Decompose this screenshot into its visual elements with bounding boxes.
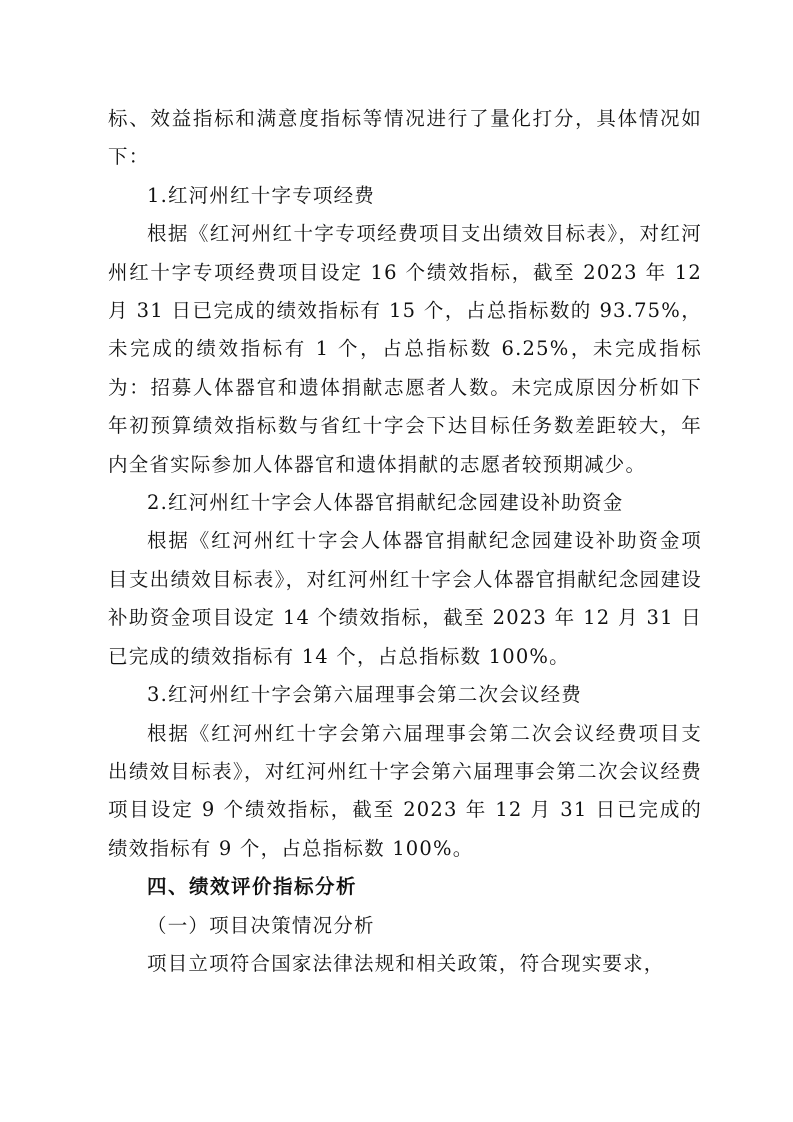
section-1-body: 根据《红河州红十字专项经费项目支出绩效目标表》，对红河州红十字专项经费项目设定 16 个绩效指标，截至 2023 年 12 月 31 日已完成的绩效指标有 15 个，占总指标数的 93.75%，未完成的绩效指标有 1 个，占总指标数 6.25%，未完成指标为：招募人体器官和遗体捐献志愿者人数。未完成原因分析如下年初预算绩效指标数与省红十字会下达目标任务数差距较大，年内全省实际参加人体器官和遗体捐献的志愿者较预期减少。 [108,222,702,476]
section-3-body: 根据《红河州红十字会第六届理事会第二次会议经费项目支出绩效目标表》，对红河州红十字会第六届理事会第二次会议经费项目设定 9 个绩效指标，截至 2023 年 12 月 31 日已完成的绩效指标有 9 个，占总指标数 100%。 [108,721,702,860]
section-1-title: 1.红河州红十字专项经费 [147,183,376,207]
heading-four: 四、绩效评价指标分析 [147,875,358,899]
section-2-title: 2.红河州红十字会人体器官捐献纪念园建设补助资金 [147,491,624,515]
document-page [108,100,702,983]
section-2-body: 根据《红河州红十字会人体器官捐献纪念园建设补助资金项目支出绩效目标表》，对红河州红十字会人体器官捐献纪念园建设补助资金项目设定 14 个绩效指标，截至 2023 年 12 月 31 日已完成的绩效指标有 14 个，占总指标数 100%。 [108,529,702,668]
paragraph-intro: 标、效益指标和满意度指标等情况进行了量化打分，具体情况如下： [108,107,702,169]
subheading-project-decision: （一）项目决策情况分析 [147,913,375,937]
section-3-title: 3.红河州红十字会第六届理事会第二次会议经费 [147,683,583,707]
paragraph-last: 项目立项符合国家法律法规和相关政策，符合现实要求， [147,951,665,975]
